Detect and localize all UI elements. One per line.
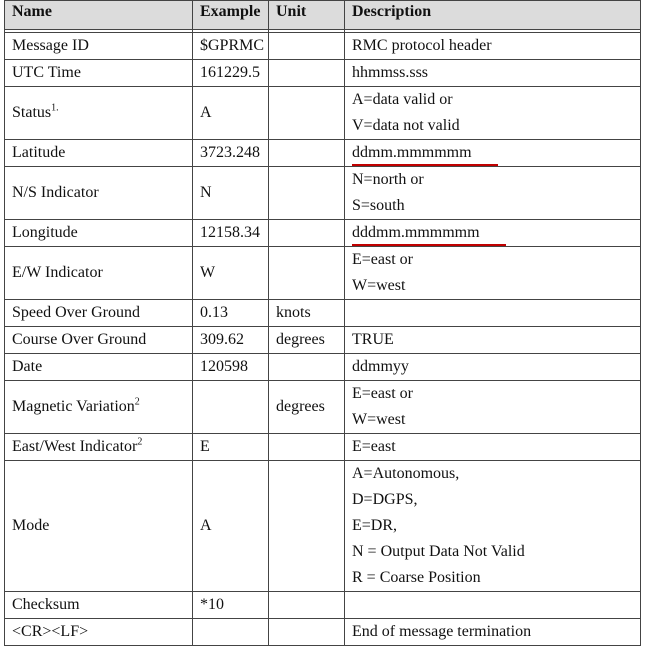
cell-example: 0.13 [193, 300, 269, 327]
cell-description [345, 354, 641, 381]
footnote-marker: 2 [137, 436, 143, 448]
cell-example: N [193, 167, 269, 220]
description-line: N = Output Data Not Valid [352, 543, 525, 560]
cell-unit [269, 461, 345, 592]
cell-description [345, 381, 641, 434]
description-line-highlighted: dddmm.mmmmmm [352, 222, 506, 246]
description-line: E=east or [352, 251, 413, 268]
description-line: E=east [352, 438, 396, 455]
cell-example: 120598 [193, 354, 269, 381]
cell-name [5, 140, 193, 167]
cell-name [5, 461, 193, 592]
field-name: Mode [12, 517, 50, 534]
field-name: Date [12, 358, 43, 375]
cell-unit: degrees [269, 327, 345, 354]
description-line: E=DR, [352, 517, 398, 534]
table-row [5, 247, 641, 300]
cell-unit [269, 247, 345, 300]
rmc-sentence-table [4, 0, 641, 646]
cell-unit [269, 60, 345, 87]
table-row [5, 619, 641, 646]
cell-description [345, 167, 641, 220]
cell-example: *10 [193, 592, 269, 619]
cell-example: A [193, 461, 269, 592]
cell-description [345, 434, 641, 461]
cell-example [193, 381, 269, 434]
cell-description [345, 33, 641, 60]
description-line: TRUE [352, 331, 394, 348]
cell-unit: knots [269, 300, 345, 327]
cell-unit: degrees [269, 381, 345, 434]
cell-example: E [193, 434, 269, 461]
cell-name [5, 220, 193, 247]
field-name: E/W Indicator [12, 264, 103, 281]
description-line: E=east or [352, 385, 413, 402]
table-row [5, 167, 641, 220]
cell-example [193, 619, 269, 646]
table-row [5, 592, 641, 619]
table-body [5, 30, 641, 646]
cell-example: A [193, 87, 269, 140]
table-row [5, 300, 641, 327]
description-line: W=west [352, 277, 406, 294]
cell-example: 161229.5 [193, 60, 269, 87]
footnote-marker: 1. [51, 102, 59, 114]
cell-name [5, 247, 193, 300]
description-line: End of message termination [352, 623, 532, 640]
cell-description [345, 60, 641, 87]
description-line: D=DGPS, [352, 491, 418, 508]
cell-name [5, 33, 193, 60]
cell-name [5, 381, 193, 434]
cell-name [5, 300, 193, 327]
header-name: Name [5, 1, 193, 30]
table-row [5, 327, 641, 354]
cell-description [345, 220, 641, 247]
cell-description [345, 461, 641, 592]
description-line: R = Coarse Position [352, 569, 481, 586]
description-line: S=south [352, 197, 405, 214]
cell-name [5, 167, 193, 220]
field-name: Magnetic Variation [12, 398, 135, 415]
table-row [5, 33, 641, 60]
description-line: ddmmyy [352, 358, 409, 375]
cell-description [345, 300, 641, 327]
description-line: A=data valid or [352, 91, 453, 108]
field-name: Message ID [12, 37, 89, 54]
footnote-marker: 2 [134, 396, 140, 408]
field-name: N/S Indicator [12, 184, 99, 201]
cell-description [345, 247, 641, 300]
cell-name [5, 354, 193, 381]
cell-example: 3723.248 [193, 140, 269, 167]
field-name: Longitude [12, 224, 78, 241]
description-line: N=north or [352, 171, 424, 188]
field-name: Latitude [12, 144, 66, 161]
table-row [5, 87, 641, 140]
cell-name [5, 327, 193, 354]
field-name: <CR><LF> [12, 623, 89, 640]
cell-unit [269, 167, 345, 220]
cell-unit [269, 140, 345, 167]
description-line: RMC protocol header [352, 37, 492, 54]
table-row [5, 220, 641, 247]
cell-name [5, 87, 193, 140]
cell-description [345, 592, 641, 619]
cell-description [345, 327, 641, 354]
table-row [5, 140, 641, 167]
cell-description [345, 619, 641, 646]
description-line: W=west [352, 411, 406, 428]
cell-name [5, 592, 193, 619]
description-line: A=Autonomous, [352, 465, 460, 482]
cell-example: 12158.34 [193, 220, 269, 247]
cell-example: $GPRMC [193, 33, 269, 60]
header-example: Example [193, 1, 269, 30]
cell-unit [269, 354, 345, 381]
cell-description [345, 87, 641, 140]
table-row [5, 60, 641, 87]
cell-unit [269, 220, 345, 247]
cell-unit [269, 434, 345, 461]
cell-unit [269, 592, 345, 619]
field-name: Course Over Ground [12, 331, 147, 348]
field-name: Checksum [12, 596, 80, 613]
field-name: Status [12, 104, 52, 121]
field-name: Speed Over Ground [12, 304, 140, 321]
cell-example: W [193, 247, 269, 300]
cell-example: 309.62 [193, 327, 269, 354]
cell-unit [269, 33, 345, 60]
field-name: East/West Indicator [12, 438, 138, 455]
description-line-highlighted: ddmm.mmmmmm [352, 142, 498, 166]
cell-unit [269, 619, 345, 646]
header-row [5, 1, 641, 30]
cell-name [5, 434, 193, 461]
table-row [5, 354, 641, 381]
table-row [5, 461, 641, 592]
cell-description [345, 140, 641, 167]
table-row [5, 381, 641, 434]
description-line: hhmmss.sss [352, 64, 429, 81]
table-row [5, 434, 641, 461]
header-unit: Unit [269, 1, 345, 30]
description-line: V=data not valid [352, 117, 460, 134]
cell-name [5, 60, 193, 87]
cell-name [5, 619, 193, 646]
header-description: Description [345, 1, 641, 30]
cell-unit [269, 87, 345, 140]
field-name: UTC Time [12, 64, 81, 81]
